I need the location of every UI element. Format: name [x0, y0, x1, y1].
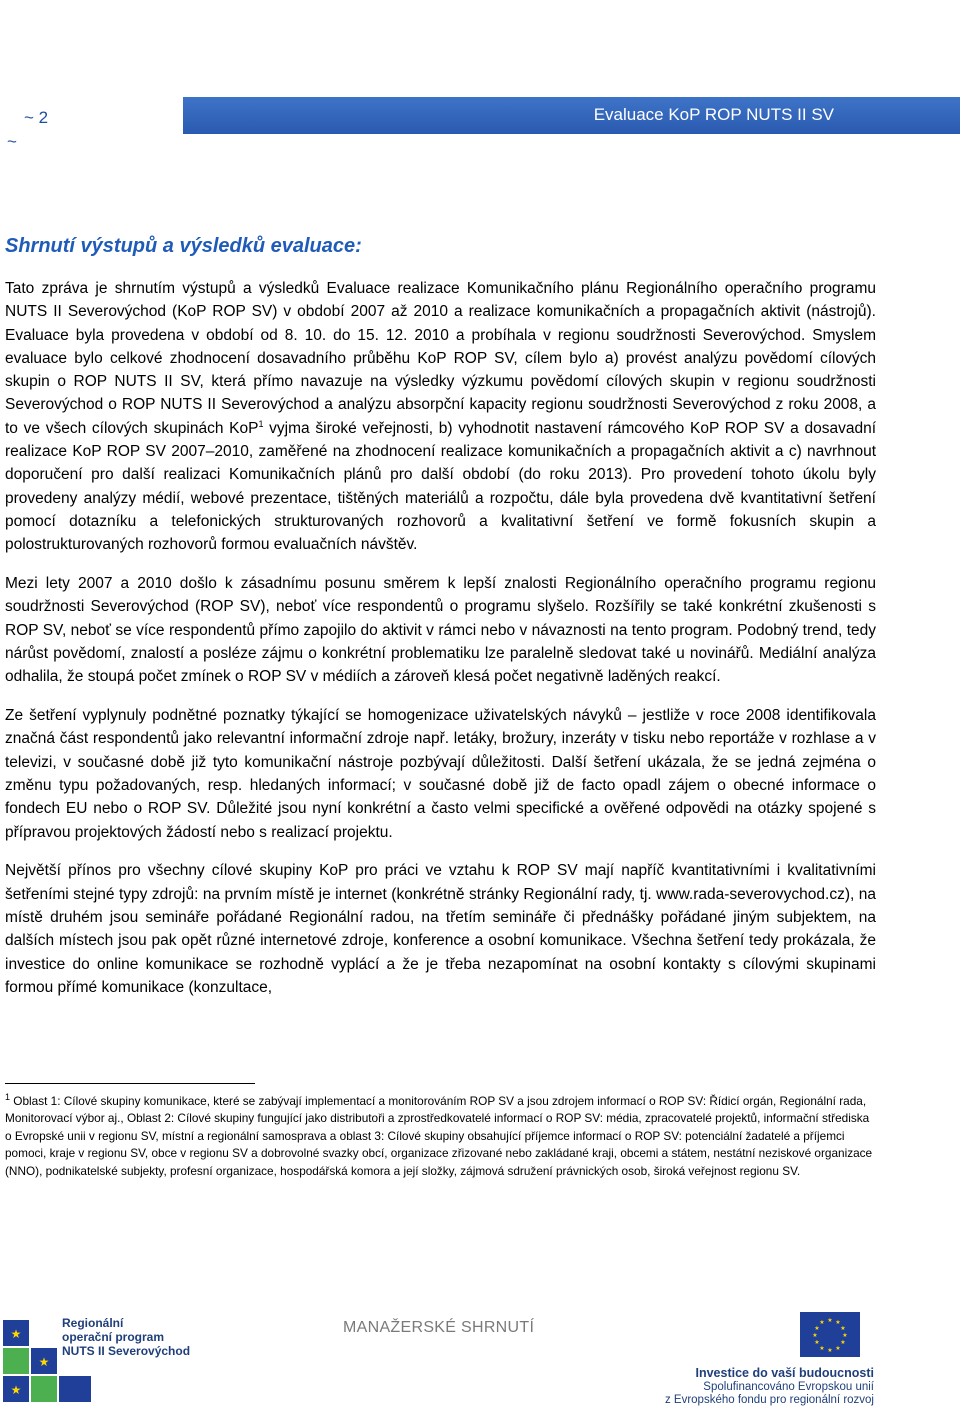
svg-text:★: ★ [812, 1333, 818, 1339]
paragraph-2: Mezi lety 2007 a 2010 došlo k zásadnímu posunu směrem k lepší znalosti Regionálního operačního programu regionu soudržnosti Severovýchod (ROP SV), neboť více respondentů o programu slyšelo. Rozšířily se také konkrétní zkušenosti s ROP SV, neboť se více respondentů přímo zapojilo do aktivit v rámci nebo v návaznosti na tento program. Podobný trend, tedy nárůst povědomí, znalostí a posléze zájmu o konkrétní problematiku lze paralelně sledovat také u novinářů. Mediální analýza odhalila, že stoupá počet zmínek o ROP SV v médiích a zároveň klesá počet negativně laděných reakcí. [5, 575, 876, 686]
eu-flag-icon [800, 1312, 860, 1357]
svg-text:★: ★ [819, 1346, 825, 1352]
paragraph-4: Největší přínos pro všechny cílové skupiny KoP pro práci ve vztahu k ROP SV mají napříč kvantitativními i kvalitativními šetřeními stejné typy zdrojů: na prvním místě je internet (konkrétně stránky Regionální rady, tj. www.rada-severovychod.cz), na místě druhém jsou semináře pořádané Regionální radou, na třetím semináře či přednášky pořádané jiným subjektem, na dalších místech jsou pak opět různé internetové zdroje, konference a osobní komunikace. Všechna šetření tedy prokázala, že investice do online komunikace se rozhodně vyplácí a že je třeba nezapomínat na osobní kontakty s cílovými skupinami formou přímé komunikace (konzultace, [5, 862, 876, 996]
body-text [5, 277, 876, 1015]
paragraph-3: Ze šetření vyplynuly podnětné poznatky týkající se homogenizace uživatelských návyků – jestliže v roce 2008 identifikovala značná část respondentů jako relevantní informační zdroje např. letáky, brožury, inzeráty v tisku nebo reportáže v rozhlase a v televizi, v současné době již tyto komunikační nástroje pozbývají důležitosti. Další šetření ukázala, že se jedná zejména o změnu typu požadovaných, resp. hledaných informací; v současné době již de facto opadl zájem o obecné informace o fondech EU nebo o ROP SV. Důležité jsou nyní konkrétní a často velmi specifické a ověřené odpovědi na otázky spojené s přípravou projektových žádostí nebo s realizací projektu. [5, 707, 876, 841]
svg-text:★: ★ [835, 1346, 841, 1352]
eu-logo-line-1: Investice do vaší budoucnosti [695, 1366, 874, 1380]
section-title: Shrnutí výstupů a výsledků evaluace: [5, 235, 362, 257]
rop-logo-line-1: Regionální [62, 1316, 124, 1330]
footnote-number: 1 [5, 1092, 11, 1103]
svg-text:★: ★ [814, 1340, 820, 1346]
rop-logo-line-2: operační program [62, 1330, 165, 1344]
eu-logo-line-3: z Evropského fondu pro regionální rozvoj [664, 1394, 874, 1406]
rop-logo-text [62, 1316, 190, 1358]
footnote-divider [5, 1083, 255, 1084]
paragraph-1-part-b: vyjma široké veřejnosti, b) vyhodnotit nastavení rámcového KoP ROP SV a dosavadní realizace KoP ROP SV 2007–2010, zaměřené na zhodnocení realizace komunikačních a propagačních aktivit a c) navrhnout doporučení pro další realizaci Komunikačních plánů pro další období (do roku 2013). Pro provedení tohoto úkolu byly provedeny analýzy médií, webové prezentace, tištěných materiálů a rozpočtu, dále byla provedena dvě kvantitativní šetření pomocí dotazníku a telefonických strukturovaných rozhovorů a kvalitativní šetření ve formě fokusních skupin a polostrukturovaných rozhovorů formou evaluačních návštěv. [5, 419, 876, 554]
page-number: ~ 2 [24, 108, 49, 127]
eu-logo-text [665, 1367, 874, 1408]
svg-text:★: ★ [827, 1318, 833, 1324]
svg-text:★: ★ [827, 1348, 833, 1354]
footnote-ref[interactable]: 1 [258, 418, 264, 429]
footnote [5, 1093, 877, 1180]
rop-logo-line-3: NUTS II Severovýchod [62, 1344, 191, 1358]
svg-text:★: ★ [10, 1383, 22, 1397]
paragraph-1 [5, 277, 876, 557]
page-tilde: ~ [7, 132, 17, 151]
footnote-text: Oblast 1: Cílové skupiny komunikace, které se zabývají implementací a monitorováním ROP SV a jsou zdrojem informací o ROP SV: Řídicí orgán, Regionální rada, Monitorovací výbor aj., Oblast 2: Cílové skupiny fungující jako distributoři a zprostředkovatelé informací o ROP SV: média, zpracovatelé projektů, informační střediska o Evropské unii v regionu SV, místní a regionální samosprava a oblast 3: Cílové skupiny obsahující příjemce informací o ROP SV: potenciální žadatelé a příjemci pomoci, kraje v regionu SV, obce v regionu SV a dobrovolné svazky obcí, organizace zřizované nebo zakládané kraji, obcemi a státem, nestátní neziskové organizace (NNO), podnikatelské subjekty, profesní organizace, hospodářská komora a její složky, zájmová sdružení právnických osob, široká veřejnost regionu SV. [5, 1094, 873, 1178]
svg-text:★: ★ [814, 1326, 820, 1332]
svg-text:★: ★ [840, 1326, 846, 1332]
svg-text:★: ★ [819, 1320, 825, 1326]
header-bar [183, 97, 960, 134]
svg-text:★: ★ [10, 1327, 22, 1341]
header-title: Evaluace KoP ROP NUTS II SV [593, 105, 834, 124]
footer-section-label: MANAŽERSKÉ SHRNUTÍ [343, 1319, 535, 1336]
svg-text:★: ★ [835, 1320, 841, 1326]
paragraph-1-part-a: Tato zpráva je shrnutím výstupů a výsledků Evaluace realizace Komunikačního plánu Regionálního operačního programu NUTS II Severovýchod (KoP ROP SV) v období 2007 až 2010 a realizace komunikačních a propagačních aktivit (nástrojů). Evaluace byla provedena v období od 8. 10. do 15. 12. 2010 a probíhala v regionu soudržnosti Severovýchod. Smyslem evaluace bylo celkové zhodnocení dosavadního průběhu KoP ROP SV, cílem bylo a) provést analýzu povědomí cílových skupin o ROP NUTS II SV, která přímo navazuje na výsledky výzkumu povědomí cílových skupin v regionu soudržnosti Severovýchod o ROP NUTS II Severovýchod a analýzu absorpční kapacity regionu soudržnosti Severovýchod z roku 2008, a to ve všech cílových skupinách KoP [5, 280, 876, 437]
svg-text:★: ★ [840, 1340, 846, 1346]
svg-text:★: ★ [38, 1355, 50, 1369]
svg-text:★: ★ [842, 1333, 848, 1339]
eu-logo-line-2: Spolufinancováno Evropskou unií [703, 1380, 874, 1393]
